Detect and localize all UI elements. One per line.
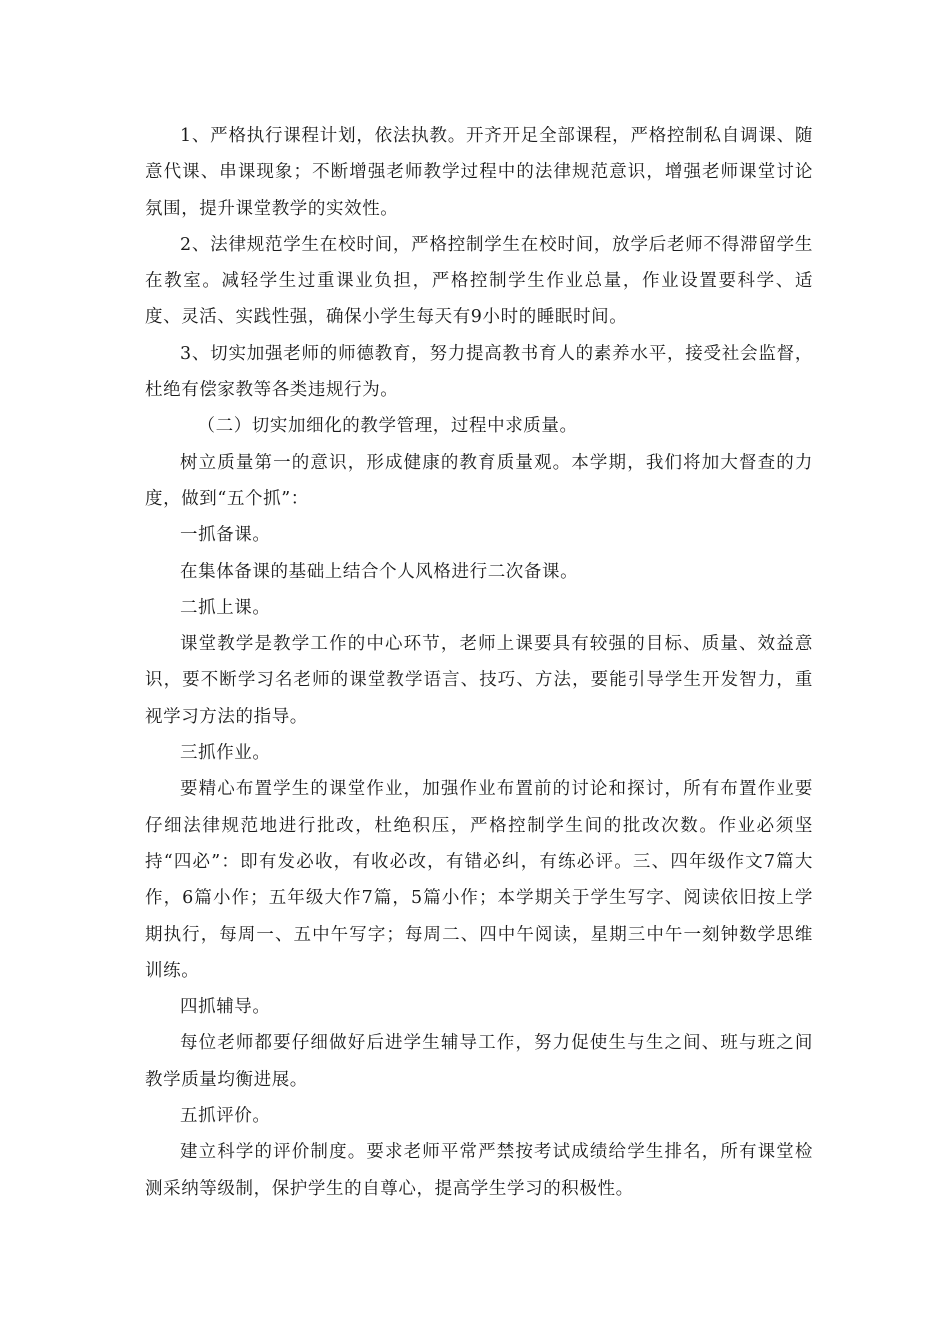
- item-heading-tutoring: 四抓辅导。: [180, 997, 271, 1018]
- section-heading: （二）切实加细化的教学管理，过程中求质量。: [197, 416, 578, 437]
- paragraph-teaching: 课堂教学是教学工作的中心环节，老师上课要具有较强的目标、质量、效益意识，要不断学习名老师的课堂教学语言、技巧、方法，要能引导学生开发智力，重视学习方法的指导。: [145, 634, 813, 727]
- paragraph-homework: 要精心布置学生的课堂作业，加强作业布置前的讨论和探讨，所有布置作业要仔细法律规范地进行批改，杜绝积压，严格控制学生间的批改次数。作业必须坚持“四必”：即有发必收，有收必改，有错必纠，有练必评。三、四年级作文7篇大作，6篇小作；五年级大作7篇，5篇小作；本学期关于学生写字、阅读依旧按上学期执行，每周一、五中午写字；每周二、四中午阅读，星期三中午一刻钟数学思维训练。: [145, 779, 813, 981]
- document-body: [145, 118, 813, 1207]
- paragraph-item-1: 1、严格执行课程计划，依法执教。开齐开足全部课程，严格控制私自调课、随意代课、串课现象；不断增强老师教学过程中的法律规范意识，增强老师课堂讨论氛围，提升课堂教学的实效性。: [145, 126, 813, 219]
- paragraph-item-2: 2、法律规范学生在校时间，严格控制学生在校时间，放学后老师不得滞留学生在教室。减轻学生过重课业负担，严格控制学生作业总量，作业设置要科学、适度、灵活、实践性强，确保小学生每天有9小时的睡眠时间。: [145, 234, 813, 328]
- paragraph-intro: 树立质量第一的意识，形成健康的教育质量观。本学期，我们将加大督查的力度，做到“五个抓”：: [145, 452, 813, 509]
- item-heading-evaluation: 五抓评价。: [180, 1106, 271, 1127]
- item-heading-homework: 三抓作业。: [180, 743, 271, 764]
- item-heading-teaching: 二抓上课。: [180, 597, 271, 618]
- paragraph-evaluation: 建立科学的评价制度。要求老师平常严禁按考试成绩给学生排名，所有课堂检测采纳等级制，保护学生的自尊心，提高学生学习的积极性。: [145, 1142, 813, 1199]
- paragraph-tutoring: 每位老师都要仔细做好后进学生辅导工作，努力促使生与生之间、班与班之间教学质量均衡进展。: [145, 1033, 813, 1090]
- paragraph-lesson-prep: 在集体备课的基础上结合个人风格进行二次备课。: [180, 561, 579, 582]
- paragraph-item-3: 3、切实加强老师的师德教育，努力提高教书育人的素养水平，接受社会监督，杜绝有偿家教等各类违规行为。: [145, 343, 813, 401]
- item-heading-lesson-prep: 一抓备课。: [180, 525, 271, 546]
